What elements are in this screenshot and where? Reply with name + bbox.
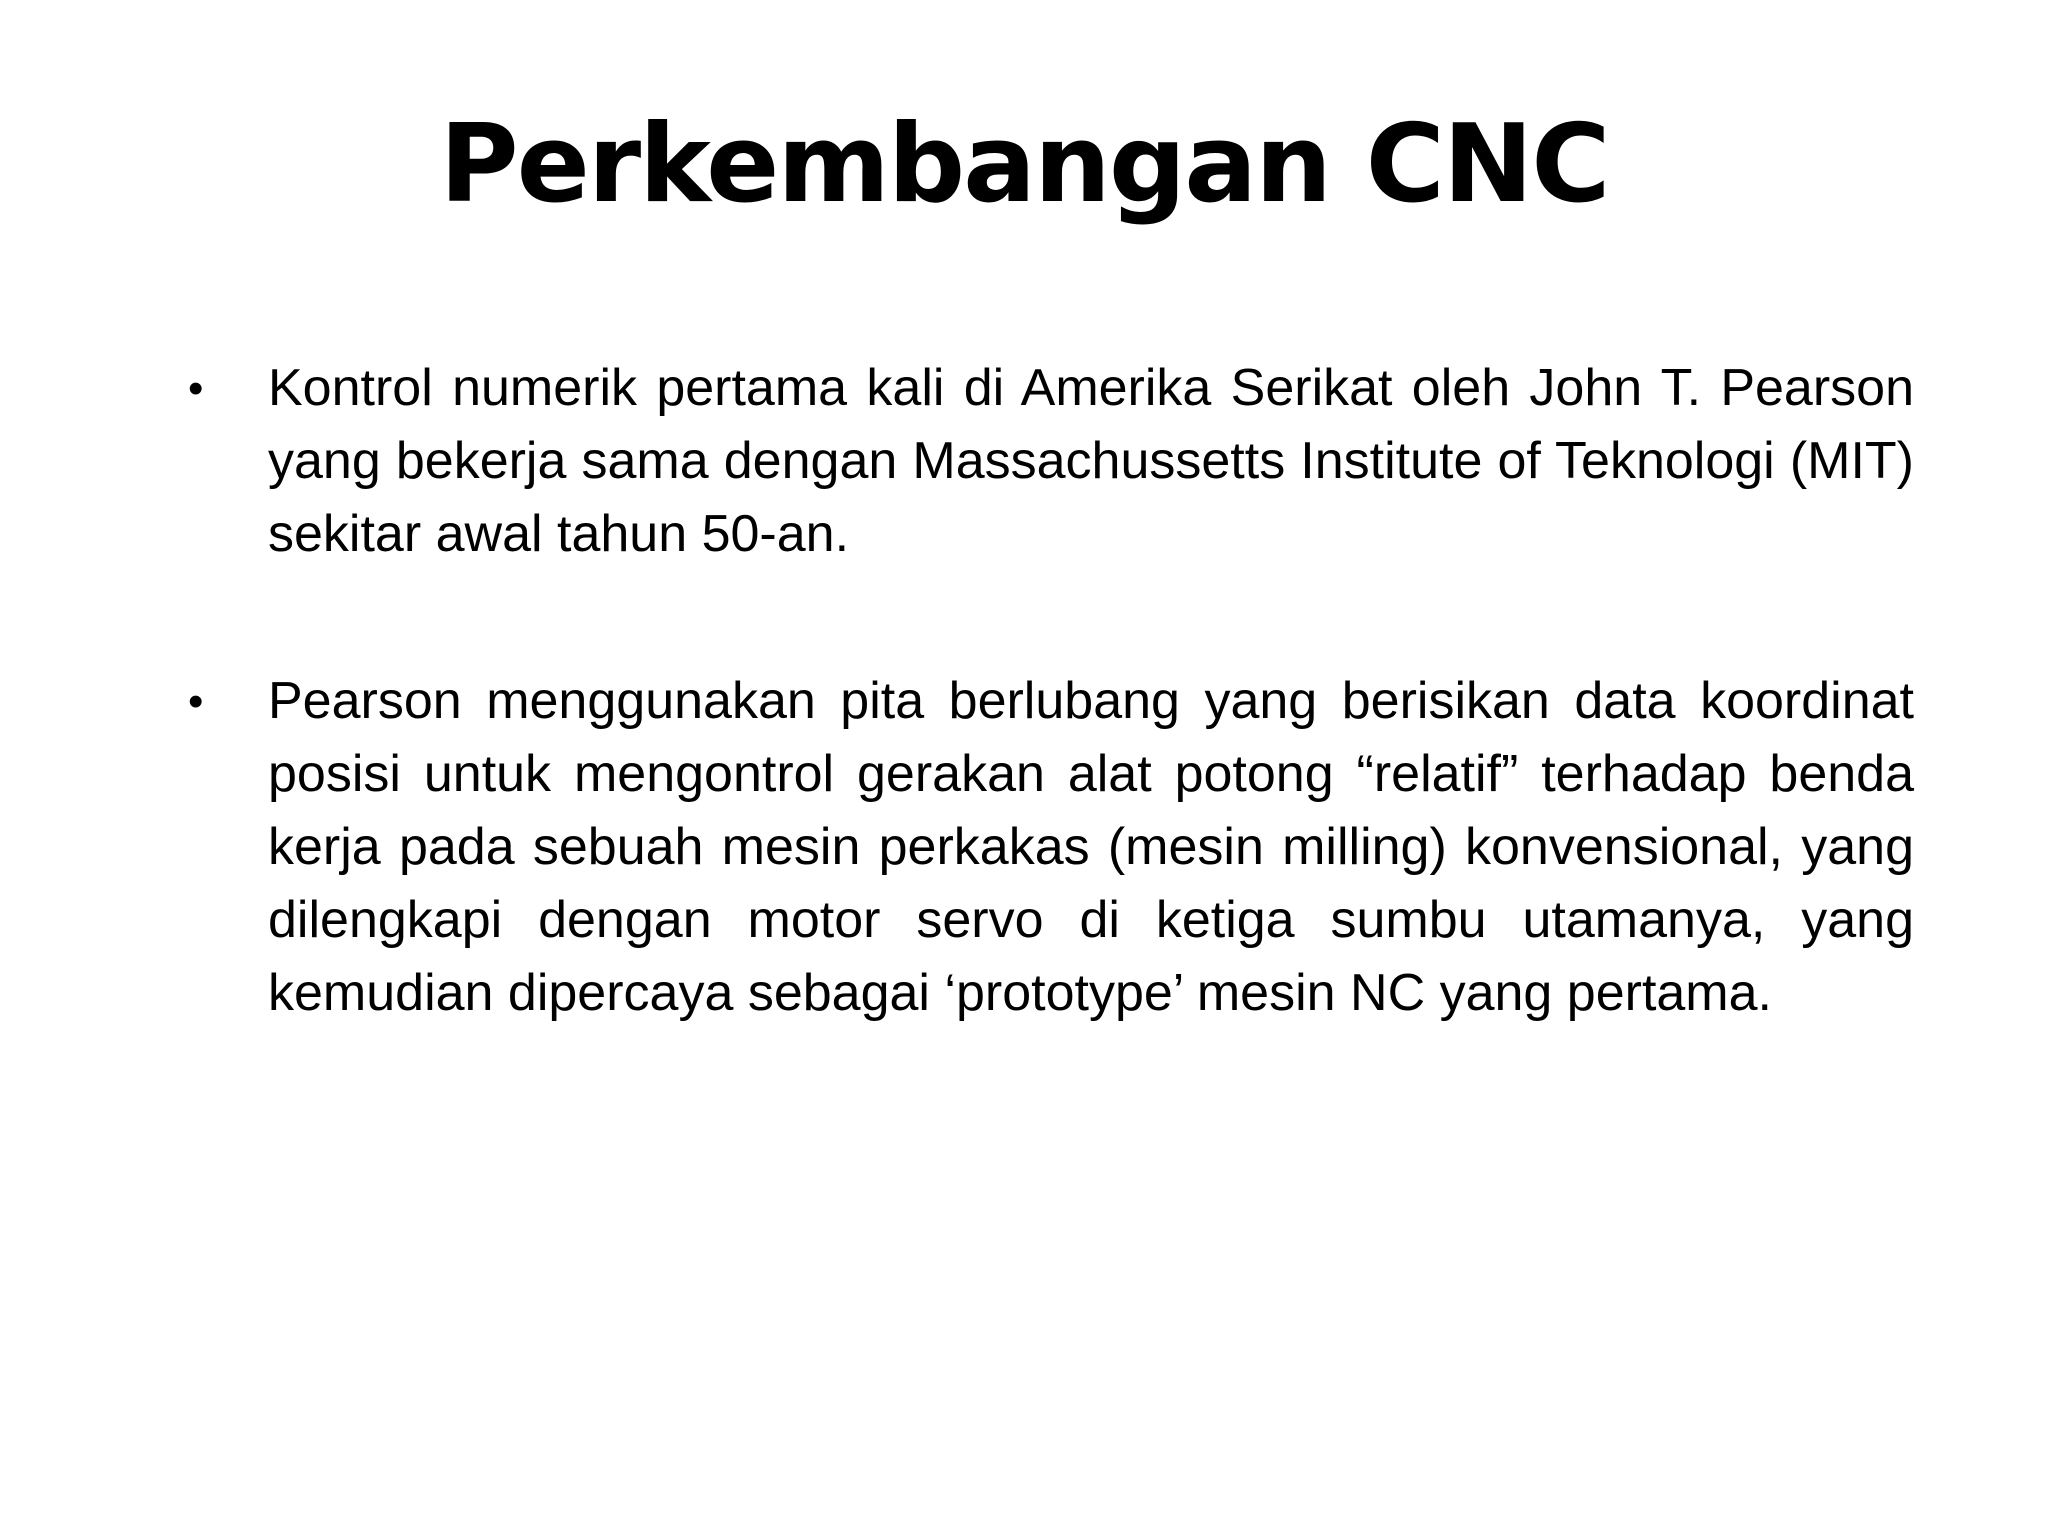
- bullet-item: [188, 665, 1914, 1030]
- slide-title: Perkembangan CNC: [439, 102, 1609, 227]
- bullet-text: Kontrol numerik pertama kali di Amerika Serikat oleh John T. Pearson yang bekerja sama dengan Massachussetts Institute of Teknologi (MIT) sekitar awal tahun 50-an.: [268, 359, 1914, 563]
- bullet-text: Pearson menggunakan pita berlubang yang berisikan data koordinat posisi untuk mengontrol gerakan alat potong “relatif” terhadap benda kerja pada sebuah mesin perkakas (mesin milling) konvensional, yang dilengkapi dengan motor servo di ketiga sumbu utamanya, yang kemudian dipercaya sebagai ‘prototype’ mesin NC yang pertama.: [268, 672, 1914, 1022]
- bullet-list: [188, 352, 1914, 1124]
- bullet-dot-icon: •: [188, 677, 204, 726]
- bullet-dot-icon: •: [188, 364, 204, 413]
- bullet-item: [188, 352, 1914, 571]
